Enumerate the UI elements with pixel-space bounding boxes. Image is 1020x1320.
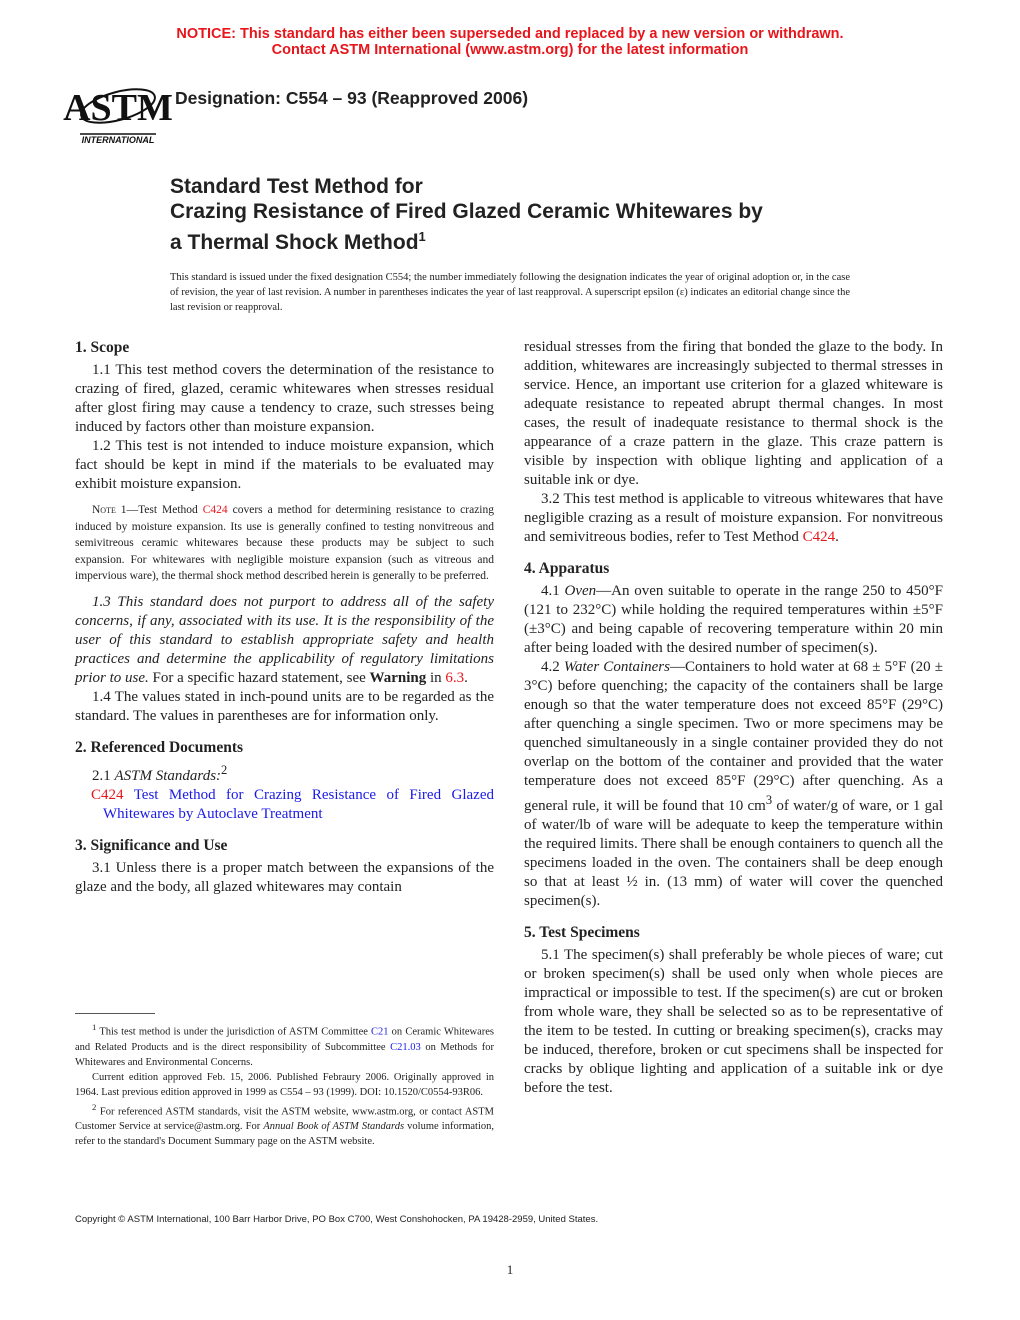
text: . (464, 669, 468, 686)
footnote-1-edition: Current edition approved Feb. 15, 2006. Published Febraury 2006. Originally approved in 1964. Last previous edition approved in 1999 as C554 – 93 (1999). DOI: 10.1520/C0554-93R06. (75, 1071, 494, 1098)
footnote-2 (75, 1100, 494, 1150)
reference-title[interactable]: Test Method for Crazing Resistance of Fired Glazed Whitewares by Autoclave Treatment (103, 786, 494, 822)
c21-link[interactable]: C21 (371, 1026, 389, 1038)
title-line-2: Crazing Resistance of Fired Glazed Ceramic Whitewares by (170, 200, 763, 223)
footnote-1 (75, 1020, 494, 1070)
text: For a specific hazard statement, see (148, 669, 370, 686)
text: 2.1 (92, 767, 115, 784)
svg-text:INTERNATIONAL: INTERNATIONAL (81, 135, 155, 145)
footnote-2-ref[interactable]: 2 (221, 762, 228, 777)
title-footnote-ref[interactable]: 1 (418, 229, 426, 244)
right-column (524, 338, 943, 1098)
c21-03-link[interactable]: C21.03 (390, 1041, 421, 1053)
footnote-marker: 2 (92, 1101, 97, 1112)
paragraph-3-2 (524, 490, 943, 547)
document-title (170, 174, 763, 255)
text: on Ceramic Whitewares and Related Products and is the direct responsibility of Subcommittee (75, 1026, 494, 1053)
text: For referenced ASTM standards, visit the ASTM website, www.astm.org, or contact ASTM Customer Service at service@astm.org. For (75, 1106, 494, 1132)
notice-line-1: NOTICE: This standard has either been superseded and replaced by a new version or withdrawn. (176, 26, 844, 42)
warning-label: Warning (369, 669, 427, 686)
section-test-specimens-heading: 5. Test Specimens (524, 924, 640, 941)
text: on Methods for Whitewares and Environmental Concerns. (75, 1041, 494, 1068)
safety-caveat: 1.3 This standard does not purport to address all of the safety concerns, if any, associated with its use. It is the responsibility of the user of this standard to establish appropriate safety and health practices and determine the applicability of regulatory limitations prior to use. (75, 593, 494, 686)
note-text: —Test Method (126, 504, 203, 516)
copyright: Copyright © ASTM International, 100 Barr Harbor Drive, PO Box C700, West Conshohocken, PA 19428-2959, United States. (75, 1214, 599, 1225)
annual-book-title: Annual Book of ASTM Standards (263, 1121, 405, 1132)
title-line-3-text: a Thermal Shock Method (170, 231, 419, 254)
oven-term: Oven (564, 583, 597, 599)
reference-code[interactable]: C424 (91, 786, 124, 803)
text: in (426, 669, 446, 686)
notice-line-2: Contact ASTM International (www.astm.org) for the latest information (271, 42, 749, 58)
text: —An oven suitable to operate in the range 250 to 450°F (121 to 232°C) while holding the required temperatures within ±5°F (±3°C) and being capable of recovering temperature within 20 min after being loaded with the desired number of specimen(s). (524, 583, 944, 656)
paragraph-1-1: 1.1 This test method covers the determination of the resistance to crazing of fired, glazed, ceramic whitewares when stresses residual after glost firing may cause a tendency to craze, such stresses being induced by factors other than moisture expansion. (75, 362, 494, 435)
title-line-3 (170, 224, 763, 255)
text: 4.1 (541, 583, 565, 599)
c424-link[interactable]: C424 (802, 529, 836, 545)
text: 3.2 This test method is applicable to vitreous whitewares that have negligible crazing as a result of moisture expansion. For nonvitreous and semivitreous bodies, refer to Test Method (524, 491, 943, 545)
svg-text:ASTM: ASTM (63, 87, 173, 129)
section-6-3-link[interactable]: 6.3 (445, 669, 465, 686)
reference-c424[interactable] (75, 786, 494, 824)
paragraph-3-1-continued: residual stresses from the firing that bonded the glaze to the body. In addition, whitewares are increasingly subjected to thermal stresses in service. Hence, an important use criterion for a glazed whiteware is adequate resistance to repeated abrupt thermal changes. In most cases, the result of inadequate resistance to thermal shock is the appearance of a craze pattern in the glaze. This craze pattern is visible by inspection with oblique lighting and application of a suitable ink or dye. (524, 339, 943, 488)
title-line-1: Standard Test Method for (170, 175, 423, 198)
paragraph-1-3 (75, 593, 494, 688)
section-apparatus-heading: 4. Apparatus (524, 560, 610, 577)
paragraph-3-1: 3.1 Unless there is a proper match between the expansions of the glaze and the body, all glazed whitewares may contain (75, 859, 494, 895)
issuance-statement: This standard is issued under the fixed designation C554; the number immediately following the designation indicates the year of original adoption or, in the case of revision, the year of last revision. A number in parentheses indicates the year of last reapproval. A superscript epsilon (ε) indicates an editorial change since the last revision or reapproval. (170, 272, 850, 313)
left-column (75, 338, 494, 897)
c424-link[interactable]: C424 (202, 504, 228, 516)
text: . (835, 529, 839, 545)
note-label: Note 1 (92, 504, 127, 516)
withdrawal-notice (0, 26, 1020, 58)
astm-logo (63, 76, 173, 146)
text: This test method is under the jurisdiction of ASTM Committee (96, 1026, 372, 1038)
section-referenced-documents-heading: 2. Referenced Documents (75, 738, 244, 756)
paragraph-4-2 (524, 658, 943, 911)
paragraph-1-4: 1.4 The values stated in inch-pound units are to be regarded as the standard. The values in parentheses are for information only. (75, 688, 494, 724)
section-significance-heading: 3. Significance and Use (75, 836, 228, 854)
text: —Containers to hold water at 68 ± 5°F (20 ± 3°C) before quenching; the capacity of the containers shall be large enough so that the water temperature does not exceed 85°F (29°C) after quenching a single specimen. Two or more specimens may be quenched simultaneously in a single container provided they do not overlap on the bottom of the container and provided that the water temperature does not exceed 85°F (29°C) after quenching. As a general rule, it will be found that 10 cm (524, 659, 943, 814)
page-number: 1 (506, 1262, 514, 1277)
text: volume information, refer to the standard's Document Summary page on the ASTM website. (75, 1121, 494, 1147)
water-containers-term: Water Containers (563, 659, 670, 675)
section-scope-heading: 1. Scope (75, 339, 130, 356)
footnote-divider (75, 1013, 155, 1014)
footnote-marker: 1 (92, 1022, 97, 1032)
superscript: 3 (765, 793, 773, 807)
text: 4.2 (541, 659, 564, 675)
designation: Designation: C554 – 93 (Reapproved 2006) (175, 88, 529, 108)
astm-standards-label: ASTM Standards: (114, 767, 222, 784)
paragraph-2-1 (75, 761, 494, 786)
note-1 (75, 502, 494, 585)
paragraph-5-1: 5.1 The specimen(s) shall preferably be whole pieces of ware; cut or broken specimen(s) shall be used only when whole pieces are impractical or impossible to test. If the specimen(s) are cut or broken from whole ware, they shall be selected so as to be representative of the item to be tested. In cutting or breaking specimen(s), cracks may be induced, therefore, broken or cut specimens shall be inspected for cracks by oblique lighting and application of a suitable ink or dye before the test. (524, 947, 943, 1096)
note-text: covers a method for determining resistance to crazing induced by moisture expansion. Its use is generally confined to testing nonvitreous and semivitreous ceramic whitewares because these products may be subject to such expansion. For whitewares with negligible moisture expansion (such as vitreous and impervious ware), the thermal shock method described herein is generally to be preferred. (75, 504, 494, 583)
paragraph-1-2: 1.2 This test is not intended to induce moisture expansion, which fact should be kept in mind if the materials to be evaluated may exhibit moisture expansion. (75, 438, 494, 492)
text: of water/g of ware, or 1 gal of water/lb of ware will be adequate to keep the temperature within the required limits. There shall be enough containers to quench all the specimens loaded in the oven. The containers shall be deep enough so that at least ½ in. (13 mm) of water will cover the quenched specimen(s). (524, 798, 943, 909)
paragraph-4-1 (524, 582, 943, 658)
footnotes (75, 1020, 494, 1149)
